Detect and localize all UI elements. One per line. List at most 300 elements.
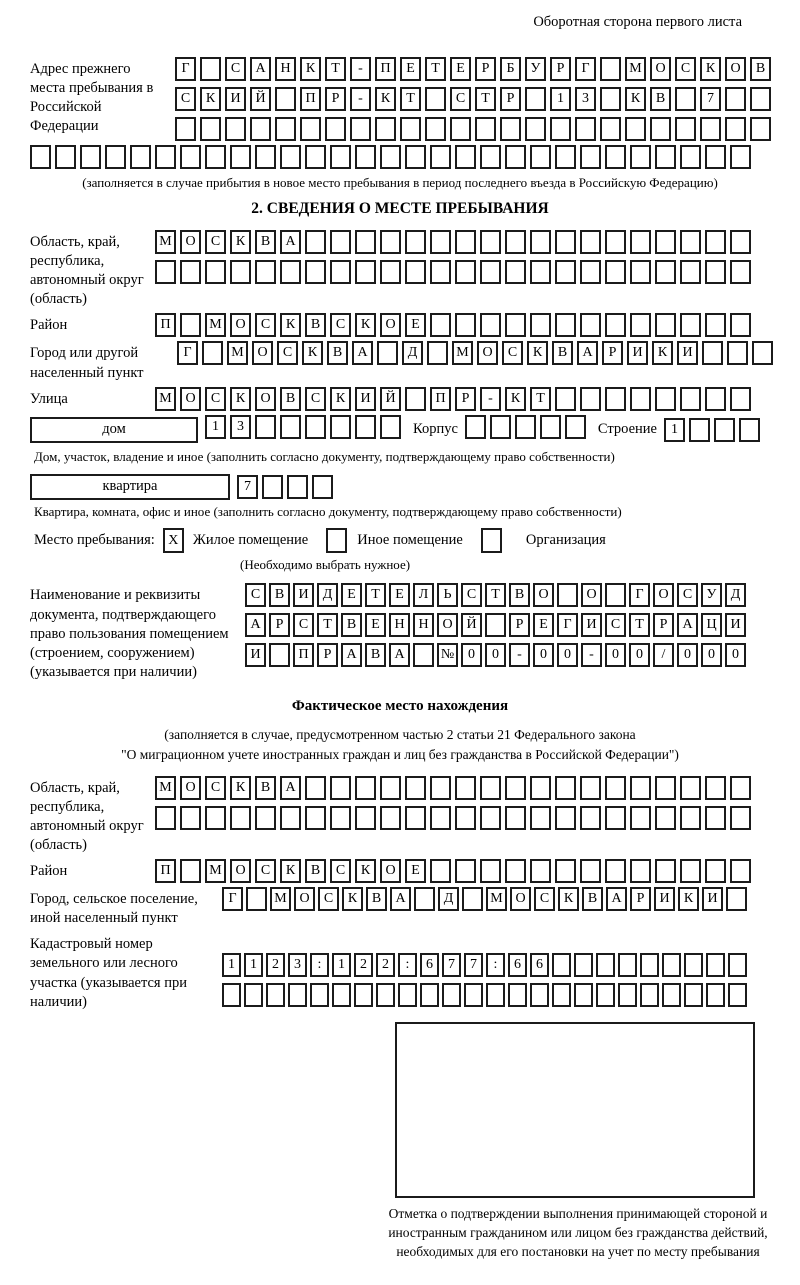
form-cell[interactable] (655, 313, 676, 337)
form-cell[interactable] (730, 313, 751, 337)
form-cell[interactable] (175, 117, 196, 141)
form-cell[interactable] (430, 806, 451, 830)
form-cell[interactable]: Р (317, 643, 338, 667)
form-cell[interactable] (376, 983, 395, 1007)
form-cell[interactable] (180, 806, 201, 830)
form-cell[interactable] (555, 859, 576, 883)
district-row[interactable] (155, 313, 770, 337)
city-row[interactable] (177, 341, 773, 365)
form-cell[interactable]: И (702, 887, 723, 911)
form-cell[interactable] (280, 415, 301, 439)
form-cell[interactable] (630, 230, 651, 254)
form-cell[interactable]: К (527, 341, 548, 365)
form-cell[interactable] (305, 260, 326, 284)
form-cell[interactable] (580, 260, 601, 284)
form-cell[interactable] (730, 260, 751, 284)
form-cell[interactable] (640, 953, 659, 977)
document-row-3[interactable] (245, 643, 770, 667)
form-cell[interactable]: К (300, 57, 321, 81)
form-cell[interactable]: 0 (557, 643, 578, 667)
form-cell[interactable]: О (294, 887, 315, 911)
form-cell[interactable] (702, 341, 723, 365)
form-cell[interactable]: - (581, 643, 602, 667)
form-cell[interactable]: 0 (461, 643, 482, 667)
form-cell[interactable]: В (650, 87, 671, 111)
form-cell[interactable]: С (534, 887, 555, 911)
form-cell[interactable]: Е (365, 613, 386, 637)
form-cell[interactable]: 6 (420, 953, 439, 977)
form-cell[interactable]: С (225, 57, 246, 81)
form-cell[interactable]: О (650, 57, 671, 81)
form-cell[interactable]: Е (405, 313, 426, 337)
form-cell[interactable]: В (750, 57, 771, 81)
form-cell[interactable] (728, 983, 747, 1007)
form-cell[interactable]: С (245, 583, 266, 607)
form-cell[interactable]: И (355, 387, 376, 411)
form-cell[interactable] (730, 806, 751, 830)
form-cell[interactable] (354, 983, 373, 1007)
form-cell[interactable]: 6 (508, 953, 527, 977)
form-cell[interactable] (205, 145, 226, 169)
form-cell[interactable]: А (250, 57, 271, 81)
form-cell[interactable]: Г (629, 583, 650, 607)
form-cell[interactable]: : (310, 953, 329, 977)
form-cell[interactable] (706, 983, 725, 1007)
form-cell[interactable]: И (654, 887, 675, 911)
form-cell[interactable] (180, 260, 201, 284)
form-cell[interactable] (552, 983, 571, 1007)
prev-address-row-3[interactable] (175, 117, 771, 141)
form-cell[interactable] (555, 776, 576, 800)
form-cell[interactable]: Р (325, 87, 346, 111)
form-cell[interactable] (730, 387, 751, 411)
form-cell[interactable]: И (581, 613, 602, 637)
form-cell[interactable] (430, 313, 451, 337)
form-cell[interactable] (269, 643, 290, 667)
actual-region-row-2[interactable] (155, 806, 770, 830)
form-cell[interactable]: С (330, 859, 351, 883)
form-cell[interactable] (530, 776, 551, 800)
other-premises-checkbox[interactable] (326, 528, 347, 553)
form-cell[interactable] (180, 145, 201, 169)
form-cell[interactable]: А (280, 230, 301, 254)
house-number-cells[interactable] (205, 415, 401, 439)
form-cell[interactable]: П (375, 57, 396, 81)
form-cell[interactable] (596, 983, 615, 1007)
form-cell[interactable] (230, 260, 251, 284)
form-cell[interactable] (714, 418, 735, 442)
form-cell[interactable]: С (205, 776, 226, 800)
form-cell[interactable]: О (380, 313, 401, 337)
form-cell[interactable]: Е (405, 859, 426, 883)
form-cell[interactable] (380, 230, 401, 254)
form-cell[interactable] (655, 230, 676, 254)
form-cell[interactable] (305, 415, 326, 439)
form-cell[interactable] (600, 57, 621, 81)
form-cell[interactable] (605, 776, 626, 800)
form-cell[interactable]: 0 (725, 643, 746, 667)
form-cell[interactable]: С (205, 387, 226, 411)
form-cell[interactable]: М (486, 887, 507, 911)
form-cell[interactable]: П (155, 859, 176, 883)
form-cell[interactable] (680, 260, 701, 284)
form-cell[interactable] (605, 313, 626, 337)
form-cell[interactable]: С (677, 583, 698, 607)
form-cell[interactable] (80, 145, 101, 169)
form-cell[interactable]: 1 (332, 953, 351, 977)
form-cell[interactable] (705, 230, 726, 254)
form-cell[interactable] (555, 145, 576, 169)
form-cell[interactable] (398, 983, 417, 1007)
form-cell[interactable] (580, 230, 601, 254)
form-cell[interactable] (325, 117, 346, 141)
form-cell[interactable] (505, 313, 526, 337)
form-cell[interactable]: П (430, 387, 451, 411)
form-cell[interactable]: Е (341, 583, 362, 607)
form-cell[interactable]: М (205, 313, 226, 337)
form-cell[interactable] (580, 776, 601, 800)
form-cell[interactable] (700, 117, 721, 141)
form-cell[interactable]: 0 (677, 643, 698, 667)
prev-address-overflow-row[interactable] (30, 145, 770, 169)
form-cell[interactable] (505, 260, 526, 284)
form-cell[interactable] (705, 859, 726, 883)
form-cell[interactable]: У (525, 57, 546, 81)
form-cell[interactable] (480, 145, 501, 169)
form-cell[interactable]: Е (450, 57, 471, 81)
form-cell[interactable] (275, 117, 296, 141)
form-cell[interactable]: - (350, 87, 371, 111)
form-cell[interactable] (430, 260, 451, 284)
form-cell[interactable]: П (155, 313, 176, 337)
form-cell[interactable]: С (502, 341, 523, 365)
form-cell[interactable] (728, 953, 747, 977)
form-cell[interactable]: О (180, 776, 201, 800)
form-cell[interactable] (630, 776, 651, 800)
form-cell[interactable] (255, 415, 276, 439)
form-cell[interactable]: В (280, 387, 301, 411)
form-cell[interactable] (205, 806, 226, 830)
form-cell[interactable]: 7 (442, 953, 461, 977)
form-cell[interactable] (30, 145, 51, 169)
form-cell[interactable] (555, 806, 576, 830)
form-cell[interactable]: Т (425, 57, 446, 81)
form-cell[interactable] (330, 415, 351, 439)
form-cell[interactable]: 0 (485, 643, 506, 667)
form-cell[interactable]: - (480, 387, 501, 411)
form-cell[interactable] (480, 859, 501, 883)
form-cell[interactable] (555, 260, 576, 284)
form-cell[interactable]: : (398, 953, 417, 977)
form-cell[interactable]: 2 (376, 953, 395, 977)
form-cell[interactable] (530, 145, 551, 169)
form-cell[interactable]: 1 (222, 953, 241, 977)
form-cell[interactable] (230, 145, 251, 169)
form-cell[interactable]: И (627, 341, 648, 365)
form-cell[interactable]: 0 (605, 643, 626, 667)
form-cell[interactable] (650, 117, 671, 141)
form-cell[interactable]: В (366, 887, 387, 911)
form-cell[interactable]: 0 (701, 643, 722, 667)
form-cell[interactable]: С (175, 87, 196, 111)
form-cell[interactable] (455, 313, 476, 337)
form-cell[interactable]: 3 (230, 415, 251, 439)
form-cell[interactable] (750, 87, 771, 111)
form-cell[interactable]: Г (175, 57, 196, 81)
form-cell[interactable] (377, 341, 398, 365)
form-cell[interactable] (200, 57, 221, 81)
form-cell[interactable]: Й (461, 613, 482, 637)
form-cell[interactable] (655, 859, 676, 883)
form-cell[interactable]: К (230, 230, 251, 254)
form-cell[interactable] (555, 230, 576, 254)
form-cell[interactable] (630, 260, 651, 284)
korpus-cells[interactable] (465, 415, 586, 439)
form-cell[interactable] (705, 806, 726, 830)
form-cell[interactable]: 2 (266, 953, 285, 977)
form-cell[interactable] (465, 415, 486, 439)
form-cell[interactable]: О (477, 341, 498, 365)
form-cell[interactable] (557, 583, 578, 607)
form-cell[interactable]: Т (400, 87, 421, 111)
form-cell[interactable]: Г (177, 341, 198, 365)
form-cell[interactable] (605, 583, 626, 607)
form-cell[interactable] (332, 983, 351, 1007)
form-cell[interactable] (425, 117, 446, 141)
form-cell[interactable] (413, 643, 434, 667)
form-cell[interactable] (250, 117, 271, 141)
form-cell[interactable]: М (155, 230, 176, 254)
form-cell[interactable] (530, 806, 551, 830)
form-cell[interactable] (655, 806, 676, 830)
form-cell[interactable]: П (293, 643, 314, 667)
form-cell[interactable] (405, 776, 426, 800)
form-cell[interactable]: М (227, 341, 248, 365)
form-cell[interactable]: К (355, 859, 376, 883)
form-cell[interactable]: Г (575, 57, 596, 81)
cadastral-row-1[interactable] (222, 953, 770, 977)
form-cell[interactable] (355, 230, 376, 254)
form-cell[interactable] (575, 117, 596, 141)
form-cell[interactable] (689, 418, 710, 442)
form-cell[interactable] (287, 475, 308, 499)
form-cell[interactable] (305, 776, 326, 800)
form-cell[interactable] (600, 117, 621, 141)
form-cell[interactable] (505, 145, 526, 169)
actual-district-row[interactable] (155, 859, 770, 883)
form-cell[interactable] (280, 806, 301, 830)
form-cell[interactable]: О (252, 341, 273, 365)
form-cell[interactable] (750, 117, 771, 141)
form-cell[interactable] (55, 145, 76, 169)
form-cell[interactable] (355, 806, 376, 830)
form-cell[interactable] (442, 983, 461, 1007)
form-cell[interactable] (580, 387, 601, 411)
form-cell[interactable]: Ц (701, 613, 722, 637)
form-cell[interactable]: О (380, 859, 401, 883)
form-cell[interactable]: Н (389, 613, 410, 637)
form-cell[interactable]: А (341, 643, 362, 667)
form-cell[interactable] (555, 313, 576, 337)
form-cell[interactable]: 2 (354, 953, 373, 977)
form-cell[interactable]: 1 (664, 418, 685, 442)
form-cell[interactable]: Г (557, 613, 578, 637)
apartment-cells[interactable] (237, 475, 333, 499)
form-cell[interactable] (480, 776, 501, 800)
form-cell[interactable] (680, 806, 701, 830)
form-cell[interactable] (414, 887, 435, 911)
form-cell[interactable]: М (625, 57, 646, 81)
form-cell[interactable] (530, 230, 551, 254)
form-cell[interactable]: Т (325, 57, 346, 81)
actual-region-row-1[interactable] (155, 776, 770, 800)
form-cell[interactable]: Е (400, 57, 421, 81)
form-cell[interactable]: Н (275, 57, 296, 81)
stroenie-cells[interactable] (664, 418, 760, 442)
form-cell[interactable] (662, 953, 681, 977)
form-cell[interactable] (275, 87, 296, 111)
prev-address-row-1[interactable] (175, 57, 771, 81)
form-cell[interactable] (255, 145, 276, 169)
form-cell[interactable]: М (155, 776, 176, 800)
form-cell[interactable]: С (605, 613, 626, 637)
form-cell[interactable] (305, 145, 326, 169)
form-cell[interactable]: Д (725, 583, 746, 607)
form-cell[interactable] (280, 145, 301, 169)
form-cell[interactable]: О (533, 583, 554, 607)
form-cell[interactable]: С (205, 230, 226, 254)
form-cell[interactable]: О (230, 859, 251, 883)
form-cell[interactable] (330, 806, 351, 830)
form-cell[interactable]: О (230, 313, 251, 337)
form-cell[interactable]: В (305, 859, 326, 883)
form-cell[interactable] (655, 776, 676, 800)
form-cell[interactable] (680, 230, 701, 254)
form-cell[interactable] (480, 313, 501, 337)
form-cell[interactable]: М (155, 387, 176, 411)
prev-address-row-2[interactable] (175, 87, 771, 111)
form-cell[interactable]: М (205, 859, 226, 883)
form-cell[interactable] (262, 475, 283, 499)
form-cell[interactable] (380, 776, 401, 800)
form-cell[interactable] (530, 313, 551, 337)
form-cell[interactable] (680, 776, 701, 800)
form-cell[interactable]: / (653, 643, 674, 667)
form-cell[interactable]: В (327, 341, 348, 365)
form-cell[interactable]: А (245, 613, 266, 637)
form-cell[interactable] (475, 117, 496, 141)
form-cell[interactable] (515, 415, 536, 439)
form-cell[interactable]: В (255, 776, 276, 800)
form-cell[interactable] (255, 260, 276, 284)
form-cell[interactable]: В (365, 643, 386, 667)
form-cell[interactable]: К (342, 887, 363, 911)
document-row-2[interactable] (245, 613, 770, 637)
form-cell[interactable] (605, 230, 626, 254)
form-cell[interactable]: А (606, 887, 627, 911)
form-cell[interactable] (580, 806, 601, 830)
form-cell[interactable] (640, 983, 659, 1007)
form-cell[interactable] (655, 387, 676, 411)
organization-checkbox[interactable] (481, 528, 502, 553)
form-cell[interactable]: О (725, 57, 746, 81)
form-cell[interactable] (246, 887, 267, 911)
form-cell[interactable]: К (700, 57, 721, 81)
form-cell[interactable] (555, 387, 576, 411)
form-cell[interactable] (540, 415, 561, 439)
form-cell[interactable] (680, 387, 701, 411)
form-cell[interactable] (574, 983, 593, 1007)
form-cell[interactable] (530, 260, 551, 284)
form-cell[interactable] (312, 475, 333, 499)
form-cell[interactable] (705, 145, 726, 169)
form-cell[interactable]: Е (389, 583, 410, 607)
form-cell[interactable]: К (230, 776, 251, 800)
form-cell[interactable] (330, 230, 351, 254)
form-cell[interactable] (675, 117, 696, 141)
form-cell[interactable] (430, 776, 451, 800)
form-cell[interactable] (680, 313, 701, 337)
form-cell[interactable] (480, 806, 501, 830)
form-cell[interactable]: С (255, 313, 276, 337)
form-cell[interactable] (455, 230, 476, 254)
form-cell[interactable] (580, 859, 601, 883)
form-cell[interactable]: С (293, 613, 314, 637)
document-row-1[interactable] (245, 583, 770, 607)
form-cell[interactable]: Т (317, 613, 338, 637)
form-cell[interactable] (525, 87, 546, 111)
form-cell[interactable] (280, 260, 301, 284)
form-cell[interactable]: К (200, 87, 221, 111)
form-cell[interactable] (480, 260, 501, 284)
form-cell[interactable]: : (486, 953, 505, 977)
region-row-1[interactable] (155, 230, 770, 254)
form-cell[interactable] (605, 387, 626, 411)
form-cell[interactable] (375, 117, 396, 141)
form-cell[interactable]: В (341, 613, 362, 637)
form-cell[interactable]: А (389, 643, 410, 667)
form-cell[interactable]: В (582, 887, 603, 911)
actual-city-row[interactable] (222, 887, 770, 911)
form-cell[interactable]: С (277, 341, 298, 365)
form-cell[interactable]: Р (653, 613, 674, 637)
form-cell[interactable] (655, 145, 676, 169)
form-cell[interactable] (485, 613, 506, 637)
form-cell[interactable]: Б (500, 57, 521, 81)
form-cell[interactable] (705, 387, 726, 411)
form-cell[interactable] (530, 859, 551, 883)
form-cell[interactable] (330, 260, 351, 284)
form-cell[interactable] (380, 415, 401, 439)
form-cell[interactable] (490, 415, 511, 439)
form-cell[interactable]: А (390, 887, 411, 911)
form-cell[interactable] (630, 313, 651, 337)
form-cell[interactable] (505, 806, 526, 830)
form-cell[interactable]: Р (550, 57, 571, 81)
street-row[interactable] (155, 387, 770, 411)
form-cell[interactable]: И (293, 583, 314, 607)
form-cell[interactable]: Р (269, 613, 290, 637)
form-cell[interactable] (350, 117, 371, 141)
form-cell[interactable]: К (355, 313, 376, 337)
form-cell[interactable]: У (701, 583, 722, 607)
form-cell[interactable] (202, 341, 223, 365)
form-cell[interactable] (405, 260, 426, 284)
form-cell[interactable]: 6 (530, 953, 549, 977)
form-cell[interactable] (655, 260, 676, 284)
form-cell[interactable] (552, 953, 571, 977)
form-cell[interactable] (600, 87, 621, 111)
